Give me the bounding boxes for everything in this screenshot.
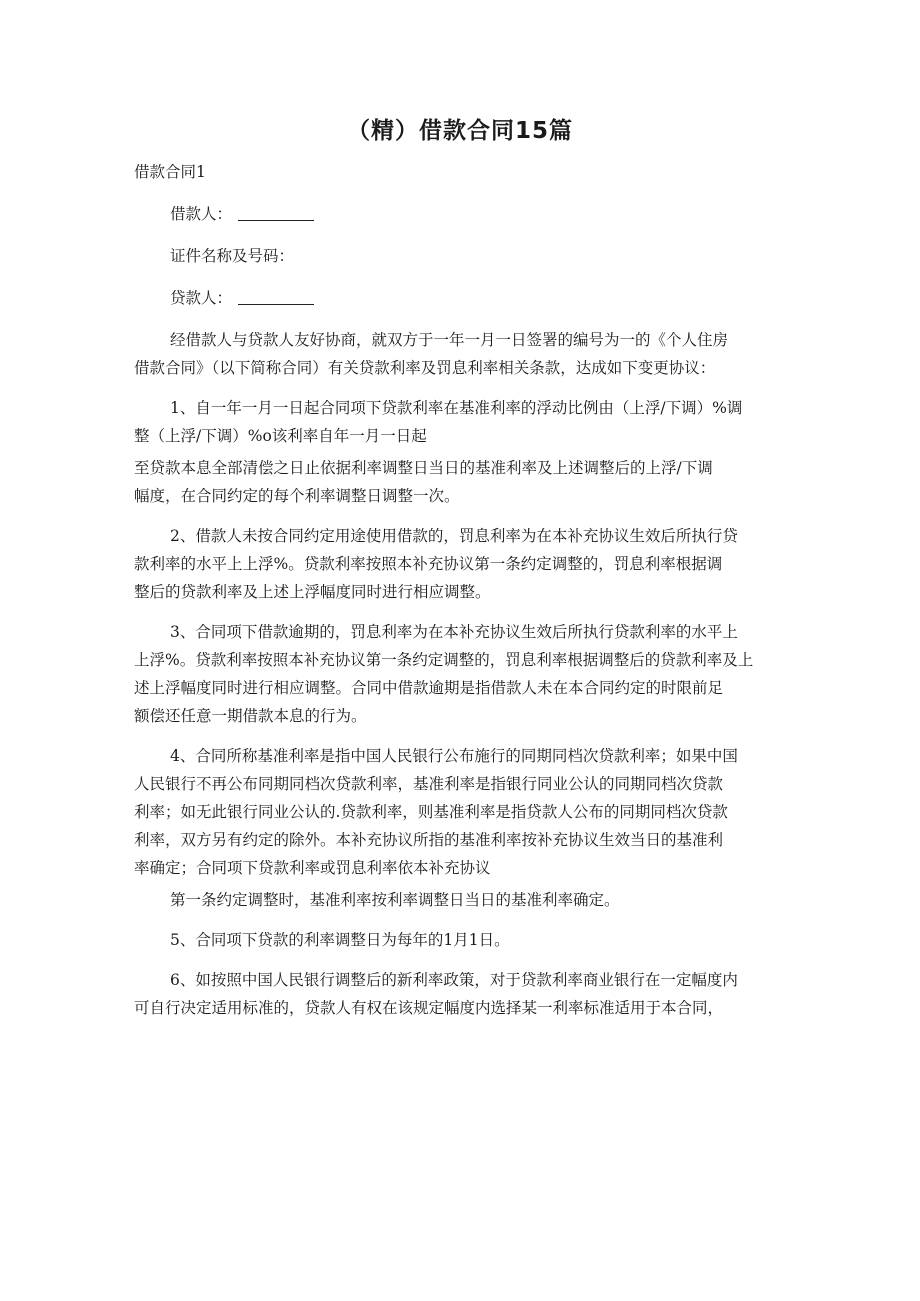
lender-field-row (134, 284, 786, 312)
paragraph (134, 522, 786, 606)
document-body (134, 158, 786, 1034)
paragraph-line: 款利率的水平上上浮%。贷款利率按照本补充协议第一条约定调整的，罚息利率根据调 (134, 555, 723, 573)
paragraph (134, 454, 786, 510)
paragraph-line: 2、借款人未按合同约定用途使用借款的，罚息利率为在本补充协议生效后所执行贷 (170, 527, 738, 545)
paragraph-line: 率确定；合同项下贷款利率或罚息利率依本补充协议 (134, 859, 491, 877)
paragraph-line: 至贷款本息全部清偿之日止依据利率调整日当日的基准利率及上述调整后的上浮/下调 (134, 459, 713, 477)
borrower-field-row (134, 200, 786, 228)
paragraph-line: 3、合同项下借款逾期的，罚息利率为在本补充协议生效后所执行贷款利率的水平上 (170, 623, 738, 641)
paragraph-line: 人民银行不再公布同期同档次贷款利率，基准利率是指银行同业公认的同期同档次贷款 (134, 775, 724, 793)
paragraph-line: 额偿还任意一期借款本息的行为。 (134, 707, 367, 725)
paragraph (134, 886, 786, 914)
paragraph (134, 394, 786, 450)
borrower-label: 借款人： (170, 205, 233, 223)
paragraph-line: 述上浮幅度同时进行相应调整。合同中借款逾期是指借款人未在本合同约定的时限前足 (134, 679, 724, 697)
paragraph-line: 5、合同项下贷款的利率调整日为每年的1月1日。 (170, 931, 510, 949)
paragraph (134, 742, 786, 882)
paragraph (134, 326, 786, 382)
paragraph-line: 幅度，在合同约定的每个利率调整日调整一次。 (134, 487, 460, 505)
document-title: （精）借款合同15篇 (346, 118, 573, 144)
id-field-row (134, 242, 786, 270)
paragraph-line: 1、自一年一月一日起合同项下贷款利率在基准利率的浮动比例由（上浮/下调）%调 (170, 399, 743, 417)
paragraph-line: 利率，双方另有约定的除外。本补充协议所指的基准利率按补充协议生效当日的基准利 (134, 831, 724, 849)
paragraph-line: 利率；如无此银行同业公认的.贷款利率，则基准利率是指贷款人公布的同期同档次贷款 (134, 803, 728, 821)
borrower-blank-line (238, 202, 314, 221)
paragraph (134, 966, 786, 1022)
paragraph-line: 上浮%。贷款利率按照本补充协议第一条约定调整的，罚息利率根据调整后的贷款利率及上 (134, 651, 754, 669)
paragraph-line: 第一条约定调整时，基准利率按利率调整日当日的基准利率确定。 (170, 891, 620, 909)
paragraph-line: 经借款人与贷款人友好协商，就双方于一年一月一日签署的编号为一的《个人住房 (170, 331, 729, 349)
paragraph-line: 可自行决定适用标准的，贷款人有权在该规定幅度内选择某一利率标准适用于本合同， (134, 999, 724, 1017)
paragraph-line: 整后的贷款利率及上述上浮幅度同时进行相应调整。 (134, 583, 491, 601)
paragraph-line: 4、合同所称基准利率是指中国人民银行公布施行的同期同档次贷款利率；如果中国 (170, 747, 738, 765)
paragraph-list (134, 326, 786, 1022)
paragraph (134, 926, 786, 954)
paragraph-line: 借款合同》（以下简称合同）有关贷款利率及罚息利率相关条款，达成如下变更协议： (134, 359, 716, 377)
paragraph (134, 618, 786, 730)
paragraph-line: 6、如按照中国人民银行调整后的新利率政策，对于贷款利率商业银行在一定幅度内 (170, 971, 738, 989)
id-label: 证件名称及号码： (170, 247, 295, 265)
paragraph-line: 整（上浮/下调）%o该利率自年一月一日起 (134, 427, 427, 445)
section-heading: 借款合同1 (134, 163, 206, 181)
lender-label: 贷款人： (170, 289, 233, 307)
lender-blank-line (238, 286, 314, 305)
